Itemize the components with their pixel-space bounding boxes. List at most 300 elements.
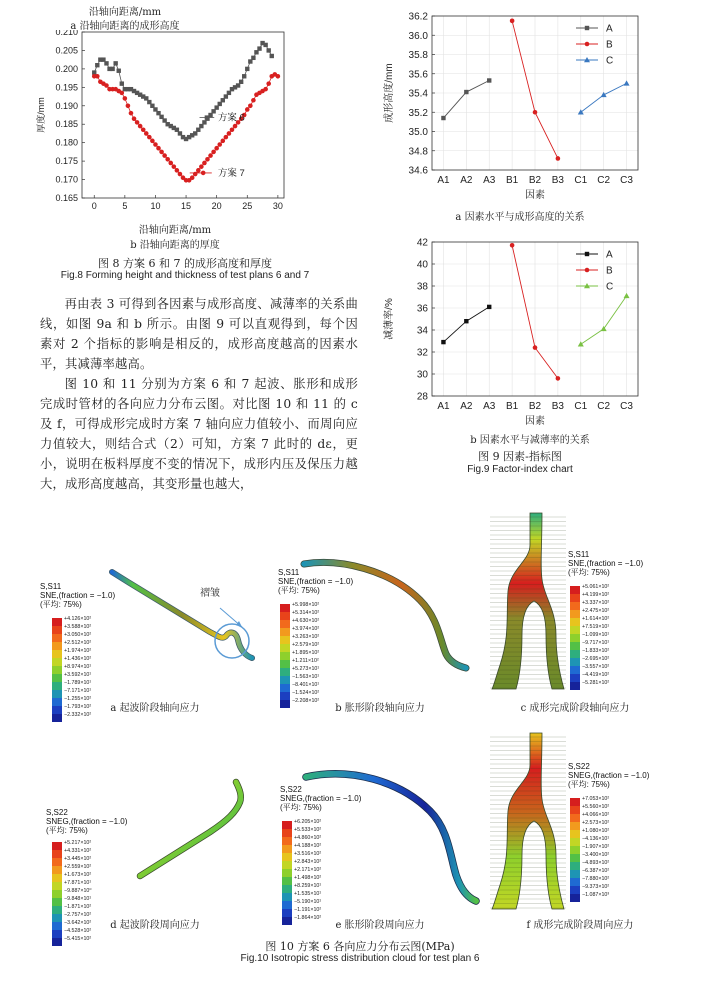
data-point [624, 80, 630, 85]
data-point [172, 164, 177, 169]
fig9-caption-cn: 图 9 因素-指标图 [478, 450, 562, 463]
x-tick-label: C2 [597, 175, 611, 186]
colorbar-tick-label: +1.498×10² [294, 875, 322, 881]
panel-a-caption: a 起波阶段轴向应力 [110, 703, 200, 714]
colorbar-segment [52, 922, 62, 930]
legend-item-C [576, 282, 613, 293]
colorbar-tick-label: +1.080×10² [582, 828, 610, 834]
x-tick-label: B1 [505, 175, 519, 186]
colorbar-segment [52, 666, 62, 674]
panel-b-type: SNE,(fraction = −1.0) [278, 577, 354, 586]
data-point [578, 109, 584, 114]
colorbar-segment [280, 660, 290, 668]
colorbar-tick-label: +3.588×10² [64, 624, 92, 630]
series-label-plan-7: 方案 7 [217, 167, 245, 179]
colorbar-tick-label: +1.535×10¹ [294, 891, 322, 897]
data-point [510, 243, 515, 248]
y-tick-label: 0.165 [55, 193, 78, 203]
data-point [487, 305, 491, 309]
y-tick-label: 32 [416, 347, 428, 359]
y-tick-label: 34 [416, 325, 428, 337]
colorbar-tick-label: +5.273×10¹ [292, 666, 320, 672]
colorbar-tick-label: +3.592×10¹ [64, 672, 92, 678]
colorbar-segment [52, 658, 62, 666]
legend-marker [585, 26, 589, 30]
data-point [601, 326, 607, 331]
data-point [144, 131, 149, 136]
x-tick-label: C2 [597, 401, 611, 412]
x-tick-label: C1 [574, 175, 588, 186]
colorbar-tick-label: −5.281×10² [582, 680, 610, 686]
colorbar-segment [280, 692, 290, 700]
fig8-thickness-chart [30, 30, 290, 228]
colorbar-tick-label: −1.563×10¹ [292, 674, 320, 680]
colorbar-segment [280, 652, 290, 660]
panel-f-colorbar [570, 798, 580, 902]
colorbar-segment [280, 620, 290, 628]
colorbar-segment [52, 698, 62, 706]
panel-d-type: SNEG,(fraction = −1.0) [46, 817, 128, 826]
y-tick-label: 35.6 [408, 69, 428, 81]
colorbar-tick-label: −6.387×10² [582, 868, 610, 874]
colorbar-tick-label: +2.171×10² [294, 867, 322, 873]
panel-c-legend-title [568, 550, 643, 577]
colorbar-segment [280, 684, 290, 692]
colorbar-tick-label: +5.061×10² [582, 584, 610, 590]
colorbar-tick-label: −4.136×10¹ [582, 836, 610, 842]
data-point [113, 61, 117, 65]
y-axis-label: 减薄率/% [384, 298, 395, 340]
colorbar-segment [280, 644, 290, 652]
panel-a-model [100, 560, 270, 670]
panel-e-model [290, 765, 490, 915]
fig10-caption-cn: 图 10 方案 6 各向应力分布云图(MPa) [265, 940, 455, 953]
y-tick-label: 0.170 [55, 174, 78, 185]
x-tick-label: A2 [460, 175, 473, 186]
panel-e-caption: e 胀形阶段周向应力 [335, 920, 425, 931]
data-point [110, 67, 114, 71]
colorbar-segment [52, 650, 62, 658]
data-point [126, 103, 131, 108]
data-point [196, 168, 201, 173]
fig9b-subcaption: b 因素水平与减薄率的关系 [470, 435, 590, 446]
panel-c-var: S,S11 [568, 550, 590, 559]
data-point [464, 90, 468, 94]
colorbar-tick-label: −2.208×10² [292, 698, 320, 704]
fig8-caption-cn: 图 8 方案 6 和 7 的成形高度和厚度 [98, 257, 272, 270]
colorbar-segment [570, 682, 580, 690]
panel-c-type: SNE,(fraction = −1.0) [568, 559, 644, 568]
fig9a-height-chart [372, 0, 642, 215]
colorbar-tick-label: +1.673×10² [64, 872, 92, 878]
x-axis-label: 因素 [525, 416, 545, 427]
fig8-caption-en: Fig.8 Forming height and thickness of test plans 6 and 7 [60, 270, 310, 281]
data-point [129, 111, 134, 116]
panel-c-caption: c 成形完成阶段轴向应力 [520, 703, 630, 714]
colorbar-segment [52, 714, 62, 722]
data-point [104, 83, 109, 88]
x-tick-label: A3 [483, 401, 496, 412]
colorbar-segment [570, 854, 580, 862]
y-axis-label: 成形高度/mm [384, 63, 395, 123]
colorbar-segment [570, 634, 580, 642]
y-tick-label: 35.4 [408, 88, 428, 100]
colorbar-segment [280, 676, 290, 684]
colorbar-segment [52, 882, 62, 890]
colorbar-segment [280, 612, 290, 620]
colorbar-segment [570, 830, 580, 838]
colorbar-segment [52, 930, 62, 938]
y-tick-label: 0.195 [55, 82, 78, 93]
colorbar-segment [570, 650, 580, 658]
x-tick-label: 25 [242, 201, 253, 211]
colorbar-tick-label: +3.445×10² [64, 856, 92, 862]
x-tick-label: 5 [122, 201, 128, 211]
data-point [556, 156, 561, 161]
y-tick-label: 0.190 [55, 100, 78, 111]
panel-d-colorbar [52, 842, 62, 946]
colorbar-tick-label: −9.887×10⁰ [64, 888, 92, 894]
data-point [266, 48, 270, 52]
colorbar-segment [52, 914, 62, 922]
panel-f-caption: f 成形完成阶段周向应力 [526, 920, 634, 931]
panel-f-model [480, 725, 570, 915]
colorbar-tick-label: −1.255×10² [64, 696, 92, 702]
fig10-caption-en: Fig.10 Isotropic stress distribution cloud for test plan 6 [240, 953, 480, 964]
panel-f-avg: (平均: 75%) [568, 780, 610, 789]
y-tick-label: 35.8 [408, 50, 428, 61]
panel-b-colorbar [280, 604, 290, 708]
legend-item-A [576, 24, 613, 35]
panel-e-avg: (平均: 75%) [280, 803, 322, 812]
panel-e-type: SNEG,(fraction = −1.0) [280, 794, 362, 803]
colorbar-tick-label: +5.533×10² [294, 827, 322, 833]
y-tick-label: 35.2 [408, 107, 428, 119]
panel-b-var: S,S11 [278, 568, 300, 577]
colorbar-tick-label: +5.217×10² [64, 840, 92, 846]
colorbar-tick-label: −1.793×10² [64, 704, 92, 710]
data-point [141, 127, 146, 132]
colorbar-tick-label: +8.974×10¹ [64, 664, 92, 670]
colorbar-tick-label: +2.512×10² [64, 640, 92, 646]
data-point [117, 69, 121, 73]
colorbar-tick-label: −3.557×10² [582, 664, 610, 670]
colorbar-tick-label: +1.436×10² [64, 656, 92, 662]
colorbar-segment [52, 682, 62, 690]
y-tick-label: 28 [416, 391, 428, 403]
wrinkle-highlight-circle [215, 624, 249, 658]
data-point [624, 293, 630, 298]
data-point [168, 161, 173, 166]
colorbar-segment [52, 618, 62, 626]
colorbar-segment [52, 626, 62, 634]
panel-a-var: S,S11 [40, 582, 62, 591]
colorbar-segment [52, 866, 62, 874]
data-point [156, 146, 161, 151]
colorbar-segment [52, 674, 62, 682]
colorbar-tick-label: −3.642×10² [64, 920, 92, 926]
y-tick-label: 0.205 [55, 45, 78, 56]
colorbar-segment [52, 634, 62, 642]
legend-marker [585, 252, 589, 256]
data-point [220, 139, 225, 144]
colorbar-tick-label: −1.789×10¹ [64, 680, 92, 686]
data-point [248, 103, 253, 108]
panel-f-var: S,S22 [568, 762, 590, 771]
data-point [441, 116, 445, 120]
x-axis-label: 因素 [525, 190, 545, 201]
panel-e-var: S,S22 [280, 785, 302, 794]
data-point [199, 164, 204, 169]
fig8a-subcaption: a 沿轴向距离的成形高度 [70, 21, 180, 32]
colorbar-segment [570, 618, 580, 626]
colorbar-segment [570, 814, 580, 822]
data-point [147, 135, 152, 140]
y-tick-label: 0.175 [55, 156, 78, 167]
colorbar-tick-label: +2.559×10² [64, 864, 92, 870]
colorbar-segment [52, 898, 62, 906]
colorbar-segment [280, 636, 290, 644]
x-tick-label: B2 [528, 401, 542, 412]
panel-c-colorbar [570, 586, 580, 690]
data-point [165, 157, 170, 162]
data-point [208, 153, 213, 158]
panel-a-avg: (平均: 75%) [40, 600, 82, 609]
data-point [487, 78, 491, 82]
legend-label: A [606, 249, 613, 261]
panel-f-legend-title [568, 762, 649, 789]
colorbar-tick-label: −1.864×10² [294, 915, 322, 921]
data-point [441, 340, 445, 344]
colorbar-segment [570, 658, 580, 666]
colorbar-segment [52, 842, 62, 850]
colorbar-tick-label: +5.314×10² [292, 610, 320, 616]
legend-item-C [576, 56, 613, 67]
colorbar-segment [570, 806, 580, 814]
data-point [533, 110, 538, 115]
panel-b-avg: (平均: 75%) [278, 586, 320, 595]
data-point [123, 96, 128, 101]
colorbar-segment [570, 674, 580, 682]
data-point [119, 91, 124, 96]
data-point [132, 116, 137, 121]
colorbar-tick-label: −2.757×10² [64, 912, 92, 918]
paragraph-2: 图 10 和 11 分别为方案 6 和 7 起波、胀形和成形完成时管材的各向应力分布云图。对比图 10 和 11 的 c 及 f，可得成形完成时方案 7 轴向应力值较小、而周向应力值较大，则结合式（2）可知，方案 7 此时的 dε，更小，说明在板料厚度不变的情况下，成形内压及保压力越大，成形高度越高，其变形量也越大， [40, 377, 358, 491]
legend-label: C [606, 55, 614, 67]
colorbar-segment [570, 798, 580, 806]
x-tick-label: B1 [505, 401, 519, 412]
colorbar-segment [52, 850, 62, 858]
colorbar-tick-label: +4.630×10² [292, 618, 320, 624]
data-point [257, 46, 261, 50]
colorbar-tick-label: −1.099×10¹ [582, 632, 610, 638]
panel-d-var: S,S22 [46, 808, 68, 817]
colorbar-segment [570, 586, 580, 594]
y-tick-label: 30 [416, 369, 428, 381]
colorbar-tick-label: +6.205×10² [294, 819, 322, 825]
legend-marker [585, 268, 590, 273]
legend-marker [201, 171, 206, 176]
colorbar-segment [570, 642, 580, 650]
colorbar-tick-label: +3.263×10² [292, 634, 320, 640]
colorbar-tick-label: −1.087×10³ [582, 892, 610, 898]
colorbar-segment [570, 894, 580, 902]
legend-label: A [606, 23, 613, 35]
panel-d-model [110, 770, 270, 890]
colorbar-segment [570, 822, 580, 830]
x-tick-label: B3 [551, 175, 565, 186]
colorbar-segment [280, 668, 290, 676]
colorbar-tick-label: +1.895×10² [292, 650, 320, 656]
colorbar-tick-label: −1.907×10² [582, 844, 610, 850]
fig9b-thinning-chart [372, 228, 642, 432]
colorbar-tick-label: −1.524×10² [292, 690, 320, 696]
legend-label: C [606, 281, 614, 293]
data-point [233, 124, 238, 129]
data-point [245, 67, 249, 71]
colorbar-segment [52, 874, 62, 882]
colorbar-tick-label: −9.848×10¹ [64, 896, 92, 902]
data-point [224, 135, 229, 140]
colorbar-tick-label: −5.415×10² [64, 936, 92, 942]
y-tick-label: 34.8 [408, 146, 428, 158]
data-point [578, 341, 584, 346]
x-tick-label: 15 [181, 201, 192, 211]
panel-d-avg: (平均: 75%) [46, 826, 88, 835]
data-point [190, 175, 195, 180]
colorbar-tick-label: −1.833×10² [582, 648, 610, 654]
y-tick-label: 42 [416, 237, 428, 249]
data-point [510, 19, 515, 24]
y-tick-label: 38 [416, 281, 428, 293]
x-tick-label: A3 [483, 175, 496, 186]
panel-f-type: SNEG,(fraction = −1.0) [568, 771, 650, 780]
x-tick-label: 20 [211, 201, 222, 211]
legend-item-B [576, 40, 613, 51]
paragraph-1: 再由表 3 可得到各因素与成形高度、减薄率的关系曲线，如图 9a 和 b 所示。由图 9 可以直观得到，每个因素对 2 个指标的影响是相反的，成形高度越高的因素水平，其减薄率越高。 [40, 297, 358, 371]
colorbar-segment [52, 642, 62, 650]
colorbar-tick-label: +7.519×10¹ [582, 624, 610, 630]
colorbar-tick-label: +4.126×10² [64, 616, 92, 622]
data-point [217, 142, 222, 147]
colorbar-segment [52, 858, 62, 866]
series-2 [92, 72, 280, 182]
colorbar-tick-label: −3.400×10² [582, 852, 610, 858]
data-point [162, 153, 167, 158]
data-point [263, 43, 267, 47]
fig8b-subcaption: b 沿轴向距离的厚度 [130, 240, 220, 251]
wrinkle-annotation: 褶皱 [200, 588, 220, 599]
colorbar-segment [570, 666, 580, 674]
fig8a-axis-label: 沿轴向距离/mm [88, 7, 162, 18]
colorbar-tick-label: −7.171×10¹ [64, 688, 92, 694]
panel-b-model [290, 550, 480, 680]
data-point [193, 172, 198, 177]
data-point [104, 61, 108, 65]
data-point [214, 146, 219, 151]
data-point [95, 74, 100, 79]
body-text [40, 294, 358, 494]
colorbar-tick-label: −1.191×10² [294, 907, 322, 913]
colorbar-segment [52, 690, 62, 698]
y-tick-label: 36.2 [408, 11, 428, 23]
data-point [239, 80, 243, 84]
y-axis-label: 厚度/mm [36, 97, 46, 133]
x-tick-label: C3 [620, 401, 633, 412]
colorbar-tick-label: +3.516×10² [294, 851, 322, 857]
colorbar-segment [52, 906, 62, 914]
data-point [150, 139, 155, 144]
data-point [533, 345, 538, 350]
colorbar-tick-label: +7.871×10¹ [64, 880, 92, 886]
colorbar-tick-label: +1.974×10² [64, 648, 92, 654]
data-point [251, 56, 255, 60]
colorbar-tick-label: +5.560×10² [582, 804, 610, 810]
panel-b-caption: b 胀形阶段轴向应力 [335, 703, 425, 714]
colorbar-tick-label: +2.475×10² [582, 608, 610, 614]
colorbar-tick-label: +7.053×10² [582, 796, 610, 802]
data-point [266, 81, 271, 86]
colorbar-tick-label: +2.579×10² [292, 642, 320, 648]
data-point [135, 120, 140, 125]
colorbar-tick-label: +3.974×10² [292, 626, 320, 632]
colorbar-segment [280, 604, 290, 612]
y-tick-label: 40 [416, 259, 428, 271]
colorbar-tick-label: −8.401×10¹ [292, 682, 320, 688]
colorbar-tick-label: −2.695×10² [582, 656, 610, 662]
colorbar-segment [280, 700, 290, 708]
colorbar-segment [52, 890, 62, 898]
colorbar-tick-label: +5.998×10² [292, 602, 320, 608]
panel-c-avg: (平均: 75%) [568, 568, 610, 577]
colorbar-tick-label: +1.614×10² [582, 616, 610, 622]
colorbar-tick-label: +8.259×10¹ [294, 883, 322, 889]
panel-f-ticks [582, 795, 609, 899]
panel-d-caption: d 起波阶段周向应力 [110, 920, 200, 931]
x-tick-label: A1 [437, 175, 450, 186]
data-point [95, 63, 99, 67]
y-tick-label: 35.0 [408, 127, 428, 138]
data-point [211, 150, 216, 155]
x-tick-label: 30 [272, 201, 283, 211]
colorbar-tick-label: −2.332×10² [64, 712, 92, 718]
colorbar-tick-label: +3.337×10² [582, 600, 610, 606]
data-point [464, 319, 468, 323]
colorbar-tick-label: +3.050×10² [64, 632, 92, 638]
colorbar-tick-label: −9.717×10¹ [582, 640, 610, 646]
x-tick-label: C3 [620, 175, 633, 186]
colorbar-segment [570, 602, 580, 610]
colorbar-tick-label: −4.528×10² [64, 928, 92, 934]
legend-marker [585, 42, 590, 47]
colorbar-segment [280, 628, 290, 636]
x-tick-label: 10 [150, 201, 161, 211]
y-tick-label: 36 [416, 303, 428, 315]
panel-a-type: SNE,(fraction = −1.0) [40, 591, 116, 600]
colorbar-tick-label: +4.199×10² [582, 592, 610, 598]
colorbar-tick-label: −4.419×10² [582, 672, 610, 678]
legend-item-A [576, 250, 613, 261]
data-point [245, 107, 250, 112]
data-point [251, 98, 256, 103]
colorbar-tick-label: +2.843×10² [294, 859, 322, 865]
fig9a-subcaption: a 因素水平与成形高度的关系 [455, 212, 585, 223]
colorbar-segment [570, 838, 580, 846]
y-tick-label: 0.200 [55, 63, 78, 74]
colorbar-segment [282, 917, 292, 925]
colorbar-tick-label: +4.860×10² [294, 835, 322, 841]
colorbar-segment [52, 938, 62, 946]
